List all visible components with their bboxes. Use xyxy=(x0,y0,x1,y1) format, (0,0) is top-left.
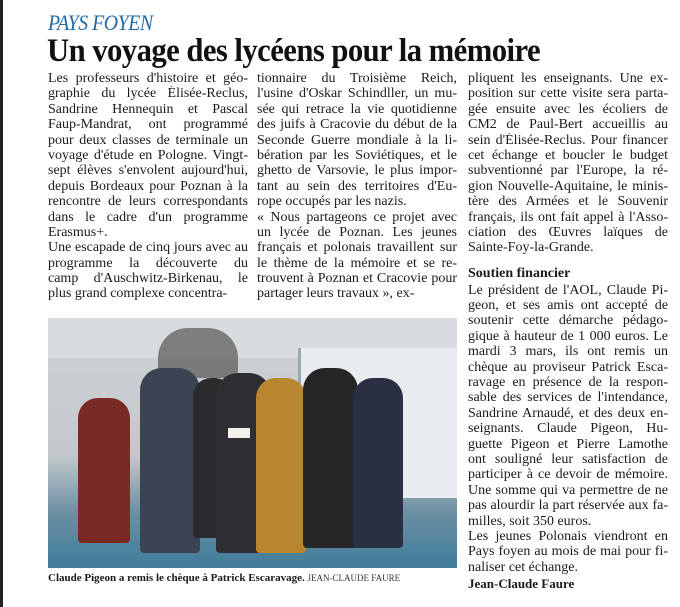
text-line: « Nous partageons ce projet avec xyxy=(257,209,457,225)
article-photo xyxy=(48,318,457,568)
text-line: Seconde Guerre mondiale à la li- xyxy=(257,132,457,148)
text-line: subventionné par l'Europe, la ré- xyxy=(468,163,668,179)
text-line: des juifs à Cracovie du début de la xyxy=(257,117,457,133)
text-line: tant au sein des territoires d'Eu- xyxy=(257,178,457,194)
column-3-top xyxy=(468,71,668,256)
text-line: geon, et ses amis ont accepté de xyxy=(468,298,668,314)
text-line: chèque au proviseur Patrick Esca- xyxy=(468,359,668,375)
headline: Un voyage des lycéens pour la mémoire xyxy=(47,33,541,69)
text-line: soutenir cette démarche pédago- xyxy=(468,313,668,329)
cheque xyxy=(228,428,250,438)
subheading: Soutien financier xyxy=(468,265,571,281)
text-line: guette Pigeon et Pierre Lamothe xyxy=(468,436,668,452)
column-1 xyxy=(48,71,248,302)
text-line: français, ils ont fait appel à l'Asso- xyxy=(468,209,668,225)
text-line: camp d'Auschwitz-Birkenau, le xyxy=(48,271,248,287)
text-line: pas alourdir la part réservée aux fa- xyxy=(468,498,668,514)
text-line: gique à hauteur de 1 000 euros. Le xyxy=(468,328,668,344)
section-rubric: PAYS FOYEN xyxy=(48,10,153,35)
page-edge-rule xyxy=(0,0,3,607)
text-line: cet échange et boucler le budget xyxy=(468,147,668,163)
text-line: ravage en présence de la respon- xyxy=(468,375,668,391)
text-line: programme la découverte du xyxy=(48,255,248,271)
column-3-bottom xyxy=(468,283,668,575)
text-line: plus grand complexe concentra- xyxy=(48,286,228,302)
text-line: dans le cadre d'un programme xyxy=(48,209,248,225)
text-line: trouvent à Poznan et Cracovie pour xyxy=(257,271,457,287)
text-line: tionnaire du Troisième Reich, xyxy=(257,71,457,86)
text-line: partager leurs travaux », ex- xyxy=(257,286,415,302)
text-line: Le président de l'AOL, Claude Pi- xyxy=(468,282,668,298)
text-line: ciation des Œuvres laïques de xyxy=(468,224,668,240)
text-line: Les professeurs d'histoire et géo- xyxy=(48,71,248,86)
text-line: seignants. Claude Pigeon, Hu- xyxy=(468,421,668,437)
text-line: sept élèves s'envolent aujourd'hui, xyxy=(48,163,248,179)
text-line: Une somme qui va permettre de ne xyxy=(468,482,668,498)
text-line: Faup-Mandrat, ont programmé xyxy=(48,117,248,133)
text-line: gée ensuite avec les écoliers de xyxy=(468,101,668,117)
author-signature: Jean-Claude Faure xyxy=(468,576,575,592)
photo-credit: JEAN-CLAUDE FAURE xyxy=(307,573,401,583)
text-line: ont souligné leur satisfaction de xyxy=(468,451,668,467)
text-line: Sandrine Hennequin et Pascal xyxy=(48,101,248,117)
text-line: bération par les Soviétiques, et le xyxy=(257,147,457,163)
text-line: tère des Armées et le Souvenir xyxy=(468,194,668,210)
text-line: depuis Bordeaux pour Poznan à la xyxy=(48,178,248,194)
text-line: participer à ce devoir de mémoire. xyxy=(468,467,668,483)
text-line: naliser cet échange. xyxy=(468,559,578,575)
text-line: CM2 de Paul-Bert accueillis au xyxy=(468,117,668,133)
person xyxy=(303,368,358,548)
text-line: français et polonais travaillent sur xyxy=(257,240,457,256)
text-line: l'usine d'Oskar Schindller, un mu- xyxy=(257,86,457,102)
text-line: le thème de la mémoire et se re- xyxy=(257,255,457,271)
person xyxy=(78,398,130,543)
text-line: Sandrine Arnaudé, et des deux en- xyxy=(468,405,668,421)
text-line: Sainte-Foy-la-Grande. xyxy=(468,240,594,256)
text-line: voyage d'étude en Pologne. Vingt- xyxy=(48,147,248,163)
text-line: position sur cette visite sera parta- xyxy=(468,86,668,102)
person xyxy=(256,378,306,553)
text-line: ghetto de Varsovie, le plus impor- xyxy=(257,163,457,179)
text-line: gion Nouvelle-Aquitaine, le minis- xyxy=(468,178,668,194)
person xyxy=(140,368,200,553)
text-line: rope occupés par les nazis. xyxy=(257,194,407,210)
text-line: rencontre de leurs correspondants xyxy=(48,194,248,210)
text-line: Pays foyen au mois de mai pour fi- xyxy=(468,544,668,560)
column-2 xyxy=(257,71,457,302)
photo-caption xyxy=(48,572,400,584)
text-line: Une escapade de cinq jours avec au xyxy=(48,240,248,256)
column-3 xyxy=(468,71,668,592)
text-line: sée qui retrace la vie quotidienne xyxy=(257,101,457,117)
caption-text: Claude Pigeon a remis le chèque à Patrick Escaravage. xyxy=(48,572,305,584)
person xyxy=(353,378,403,548)
text-line: pour deux classes de terminale un xyxy=(48,132,248,148)
text-line: Les jeunes Polonais viendront en xyxy=(468,528,668,544)
text-line: sable des services de l'intendance, xyxy=(468,390,668,406)
text-line: pliquent les enseignants. Une ex- xyxy=(468,71,668,86)
text-line: graphie du lycée Élisée-Reclus, xyxy=(48,86,248,102)
text-line: Erasmus+. xyxy=(48,224,108,240)
text-line: un lycée de Poznan. Les jeunes xyxy=(257,224,457,240)
text-line: sein d'Élisée-Reclus. Pour financer xyxy=(468,132,668,148)
text-line: milles, soit 350 euros. xyxy=(468,513,592,529)
text-line: mardi 3 mars, ils ont remis un xyxy=(468,344,668,360)
